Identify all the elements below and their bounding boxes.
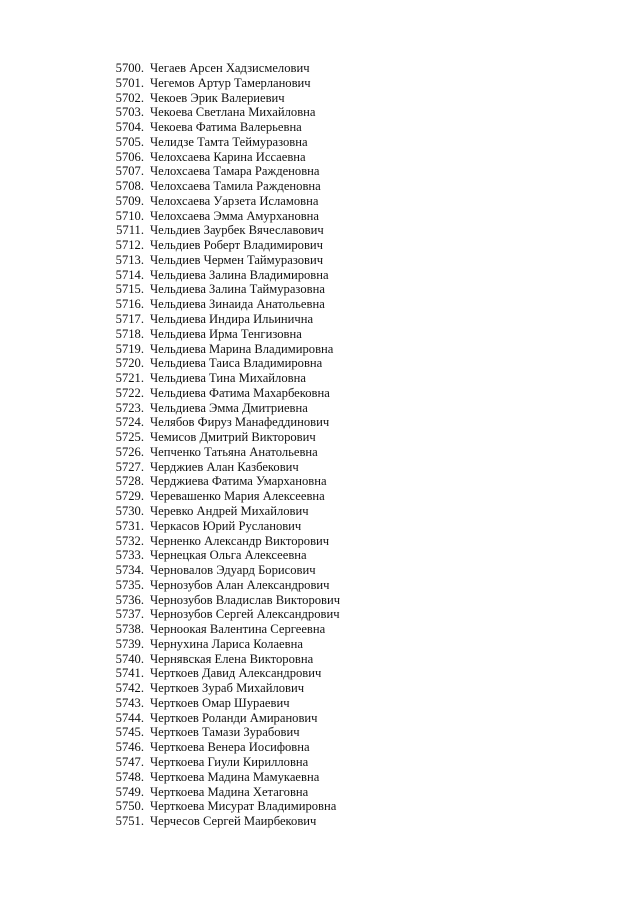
entry-name: Челохсаева Тамила Ражденовна [150,179,321,194]
list-item [110,489,340,504]
entry-number: 5708. [115,179,144,194]
name-list [110,61,340,829]
list-item [110,593,340,608]
entry-name: Чельдиева Индира Ильинична [150,312,314,327]
entry-name: Черчесов Сергей Маирбекович [150,814,317,829]
entry-number: 5709. [115,193,144,208]
entry-name: Челохсаева Эмма Амурхановна [150,208,320,223]
entry-name: Чельдиева Залина Таймуразовна [150,282,325,297]
list-item [110,578,340,593]
entry-number: 5703. [115,105,144,120]
list-item [110,342,340,357]
entry-name: Чекоев Эрик Валериевич [150,90,285,105]
entry-number: 5710. [115,208,144,223]
entry-number: 5744. [115,710,144,725]
entry-number: 5713. [115,252,144,267]
list-item [110,814,340,829]
entry-name: Черткоева Мадина Мамукаевна [150,769,320,784]
entry-number: 5700. [115,61,144,75]
entry-number: 5711. [116,223,144,238]
list-item [110,652,340,667]
list-item [110,725,340,740]
entry-name: Черткоев Зураб Михайлович [150,681,305,696]
entry-name: Чельдиева Фатима Махарбековна [150,385,330,400]
entry-number: 5736. [115,592,144,607]
entry-number: 5739. [115,636,144,651]
entry-number: 5724. [115,415,144,430]
list-item [110,681,340,696]
entry-number: 5719. [115,341,144,356]
entry-name: Чернецкая Ольга Алексеевна [150,548,307,563]
entry-name: Челохсаева Тамара Ражденовна [150,164,320,179]
entry-name: Чельдиева Зинаида Анатольевна [150,297,325,312]
entry-number: 5731. [115,518,144,533]
entry-name: Чемисов Дмитрий Викторович [150,430,316,445]
entry-name: Черткоев Давид Александрович [150,666,322,681]
entry-name: Чекоева Светлана Михайловна [150,105,316,120]
entry-number: 5743. [115,695,144,710]
entry-name: Челохсаева Уарзета Исламовна [150,193,319,208]
entry-name: Чегаев Арсен Хадзисмелович [150,61,310,75]
list-item [110,223,340,238]
entry-name: Черевашенко Мария Алексеевна [150,489,325,504]
list-item [110,504,340,519]
entry-name: Черткоев Тамази Зурабович [150,725,300,740]
list-item [110,179,340,194]
list-item [110,755,340,770]
list-item [110,297,340,312]
entry-number: 5735. [115,577,144,592]
entry-name: Черненко Александр Викторович [150,533,330,548]
entry-number: 5750. [115,799,144,814]
entry-name: Черджиева Фатима Умархановна [150,474,327,489]
entry-number: 5725. [115,430,144,445]
entry-name: Чельдиева Марина Владимировна [150,341,334,356]
list-item [110,386,340,401]
entry-name: Черевко Андрей Михайлович [150,503,309,518]
entry-number: 5721. [115,371,144,386]
entry-number: 5702. [115,90,144,105]
entry-name: Чекоева Фатима Валерьевна [150,120,302,135]
list-item [110,356,340,371]
entry-number: 5728. [115,474,144,489]
entry-name: Черноокая Валентина Сергеевна [150,622,326,637]
entry-number: 5727. [115,459,144,474]
list-item [110,401,340,416]
list-item [110,460,340,475]
entry-number: 5715. [115,282,144,297]
entry-number: 5747. [115,754,144,769]
entry-number: 5723. [115,400,144,415]
entry-number: 5732. [115,533,144,548]
entry-number: 5707. [115,164,144,179]
list-item [110,105,340,120]
list-item [110,548,340,563]
list-item [110,799,340,814]
list-item [110,282,340,297]
list-item [110,740,340,755]
entry-number: 5734. [115,563,144,578]
entry-name: Черкасов Юрий Русланович [150,518,302,533]
list-item [110,445,340,460]
list-item [110,415,340,430]
entry-name: Черткоева Мисурат Владимировна [150,799,337,814]
list-item [110,785,340,800]
list-item [110,711,340,726]
list-item [110,135,340,150]
entry-name: Чернозубов Алан Александрович [150,577,330,592]
entry-number: 5716. [115,297,144,312]
entry-name: Чельдиева Таиса Владимировна [150,356,323,371]
entry-number: 5701. [115,75,144,90]
entry-name: Чельдиева Залина Владимировна [150,267,329,282]
entry-number: 5712. [115,238,144,253]
entry-number: 5738. [115,622,144,637]
list-item [110,430,340,445]
list-item [110,61,340,76]
entry-name: Черджиев Алан Казбекович [150,459,299,474]
list-item [110,327,340,342]
entry-name: Черткоев Омар Шураевич [150,695,290,710]
entry-name: Чельдиев Заурбек Вячеславович [150,223,324,238]
list-item [110,209,340,224]
list-item [110,268,340,283]
entry-name: Чельдиева Тина Михайловна [150,371,306,386]
list-item [110,622,340,637]
entry-number: 5748. [115,769,144,784]
entry-number: 5745. [115,725,144,740]
list-item [110,91,340,106]
entry-name: Чельдиева Эмма Дмитриевна [150,400,308,415]
list-item [110,253,340,268]
list-item [110,637,340,652]
list-item [110,150,340,165]
entry-name: Чельдиев Роберт Владимирович [150,238,323,253]
entry-number: 5749. [115,784,144,799]
list-item [110,120,340,135]
list-item [110,519,340,534]
list-item [110,312,340,327]
entry-number: 5730. [115,503,144,518]
entry-number: 5751. [115,814,144,829]
entry-number: 5722. [115,385,144,400]
list-item [110,164,340,179]
entry-number: 5714. [115,267,144,282]
entry-number: 5733. [115,548,144,563]
entry-number: 5704. [115,120,144,135]
entry-number: 5717. [115,312,144,327]
entry-name: Чельдиева Ирма Тенгизовна [150,326,302,341]
list-item [110,770,340,785]
entry-number: 5737. [115,607,144,622]
list-item [110,371,340,386]
entry-name: Чельдиев Чермен Таймуразович [150,252,324,267]
entry-name: Чепченко Татьяна Анатольевна [150,444,318,459]
entry-number: 5718. [115,326,144,341]
entry-name: Черткоева Мадина Хетаговна [150,784,309,799]
list-item [110,696,340,711]
entry-name: Челябов Фируз Манафеддинович [150,415,330,430]
entry-number: 5705. [115,134,144,149]
entry-number: 5706. [115,149,144,164]
entry-name: Чернявская Елена Викторовна [150,651,314,666]
list-item [110,534,340,549]
list-item [110,194,340,209]
entry-name: Черткоева Венера Иосифовна [150,740,310,755]
entry-name: Чернозубов Сергей Александрович [150,607,340,622]
list-item [110,238,340,253]
list-item [110,76,340,91]
entry-number: 5740. [115,651,144,666]
entry-name: Чернухина Лариса Колаевна [150,636,303,651]
entry-name: Черновалов Эдуард Борисович [150,563,316,578]
entry-number: 5729. [115,489,144,504]
entry-number: 5720. [115,356,144,371]
list-item [110,607,340,622]
list-item [110,563,340,578]
entry-number: 5726. [115,444,144,459]
entry-name: Чегемов Артур Тамерланович [150,75,311,90]
list-item [110,474,340,489]
entry-name: Челохсаева Карина Иссаевна [150,149,306,164]
entry-name: Черткоева Гиули Кирилловна [150,754,309,769]
entry-name: Черткоев Роланди Амиранович [150,710,318,725]
list-item [110,666,340,681]
entry-name: Челидзе Тамта Теймуразовна [150,134,308,149]
entry-number: 5741. [115,666,144,681]
entry-name: Чернозубов Владислав Викторович [150,592,341,607]
entry-number: 5742. [115,681,144,696]
entry-number: 5746. [115,740,144,755]
